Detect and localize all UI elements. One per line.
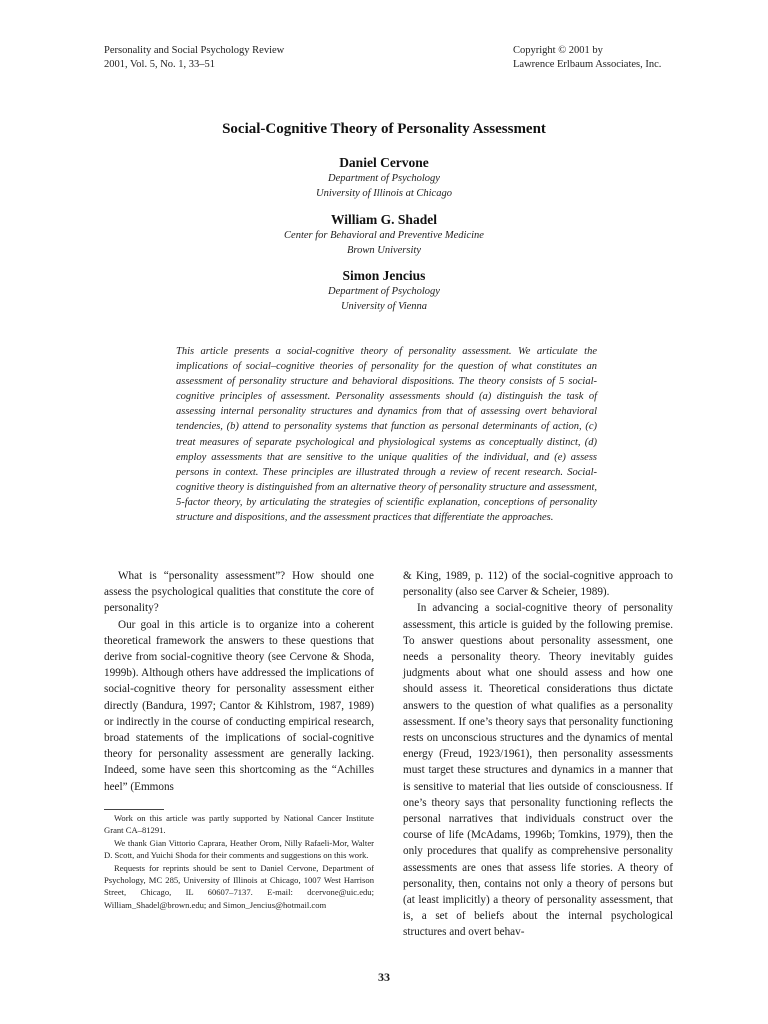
author-name: Daniel Cervone (339, 155, 429, 170)
copyright-line: Copyright © 2001 by (513, 45, 603, 56)
author-affiliation-department: Department of Psychology (328, 286, 440, 297)
journal-volume: 2001, Vol. 5, No. 1, 33–51 (104, 59, 216, 70)
footnote-acknowledgments: We thank Gian Vittorio Caprara, Heather Orom, Nilly Rafaeli-Mor, Walter D. Scott, and Yuichi Shoda for their comments and suggestions on this work. (104, 837, 374, 861)
body-paragraph-continued: & King, 1989, p. 112) of the social-cognitive approach to personality (also see Carver & Scheier, 1989). (403, 570, 673, 599)
body-column-left (104, 568, 374, 795)
author-block-2 (0, 211, 768, 258)
author-affiliation-department: Department of Psychology (328, 173, 440, 184)
running-header-left (104, 44, 284, 72)
footnote-rule (104, 809, 164, 810)
body-paragraph: Our goal in this article is to organize into a coherent theoretical framework the answers to these questions that derive from social-cognitive theory (see Cervone & Shoda, 1999b). Although others have addressed the implications of social-cognitive theory for personality assessment either directly (Bandura, 1997; Cantor & Kihlstrom, 1987, 1989) or indirectly in the course of conducting empirical research, broad statements of the implications of social-cognitive theory for personality assessment are generally lacking. Indeed, some have seen this shortcoming as the “Achilles heel” (Emmons (104, 618, 374, 793)
body-column-right (403, 568, 673, 941)
journal-name: Personality and Social Psychology Review (104, 45, 285, 56)
running-header-right (513, 44, 661, 72)
body-paragraph: What is “personality assessment”? How should one assess the psychological qualities that constitute the core of personality? (104, 570, 374, 615)
article-title: Social-Cognitive Theory of Personality Assessment (222, 121, 546, 137)
footnote-correspondence: Requests for reprints should be sent to Daniel Cervone, Department of Psychology, MC 285, University of Illinois at Chicago, 1007 West Harrison Street, Chicago, IL 60607–7137. E-mail: dcervone@uic.edu; William_Shadel@brown.edu; and Simon_Jencius@hotmail.com (104, 862, 374, 910)
author-block-3 (0, 267, 768, 314)
author-affiliation-institution: University of Illinois at Chicago (316, 188, 452, 199)
body-paragraph: In advancing a social-cognitive theory of personality assessment, this article is guided by the following premise. To answer questions about personality assessment, one needs a personality theory. Theory inevitably guides judgments about what one should assess and how one should assess it. Theoretical considerations thus dictate answers to the question of what qualifies as a personality assessment. If one’s theory says that personality functioning rests on unconscious structures and the dynamics of mental energy (Freud, 1923/1961), then personality assessments must target these structures and dynamics in a manner that is sensitive to material that lies outside of consciousness. If one’s theory says that personality functioning reflects the personal narratives that individuals construct over the course of life (McAdams, 1996b; Tomkins, 1979), then the only procedures that qualify as comprehensive personality assessments are ones that assess life stories. A theory of personality, then, contains not only a theory of persons but (at least implicitly) a theory of personality assessment, that is, a set of beliefs about the internal psychological structures and overt behav- (403, 602, 673, 939)
author-affiliation-institution: University of Vienna (340, 301, 428, 312)
author-affiliation-institution: Brown University (347, 245, 421, 256)
page-number: 33 (378, 970, 390, 984)
author-affiliation-department: Center for Behavioral and Preventive Medicine (284, 230, 484, 241)
author-name: William G. Shadel (331, 212, 437, 227)
publisher-line: Lawrence Erlbaum Associates, Inc. (513, 59, 662, 70)
author-name: Simon Jencius (342, 268, 426, 283)
abstract: This article presents a social-cognitive theory of personality assessment. We articulate the implications of social–cognitive theories of personality for the question of what constitutes an assessment of personality structure and behavioral dispositions. The theory consists of 5 social-cognitive principles of assessment. Personality assessments should (a) distinguish the task of assessing internal personality structures and dynamics from that of assessing overt behavioral tendencies, (b) attend to personality systems that function as personal determinants of action, (c) treat measures of separate psychological and physiological systems as conceptually distinct, (d) employ assessments that are sensitive to the unique qualities of the individual, and (e) assess persons in context. These principles are illustrated through a review of recent research. Social-cognitive theory is distinguished from an alternative theory of personality structure and assessment, 5-factor theory, by articulating the strategies of scientific explanation, conceptions of personality structure and dispositions, and the assessment practices that differentiate the approaches. (176, 346, 597, 524)
footnote-funding: Work on this article was partly supported by National Cancer Institute Grant CA–81291. (104, 813, 374, 836)
author-block-1 (0, 154, 768, 201)
footnotes (104, 812, 374, 911)
